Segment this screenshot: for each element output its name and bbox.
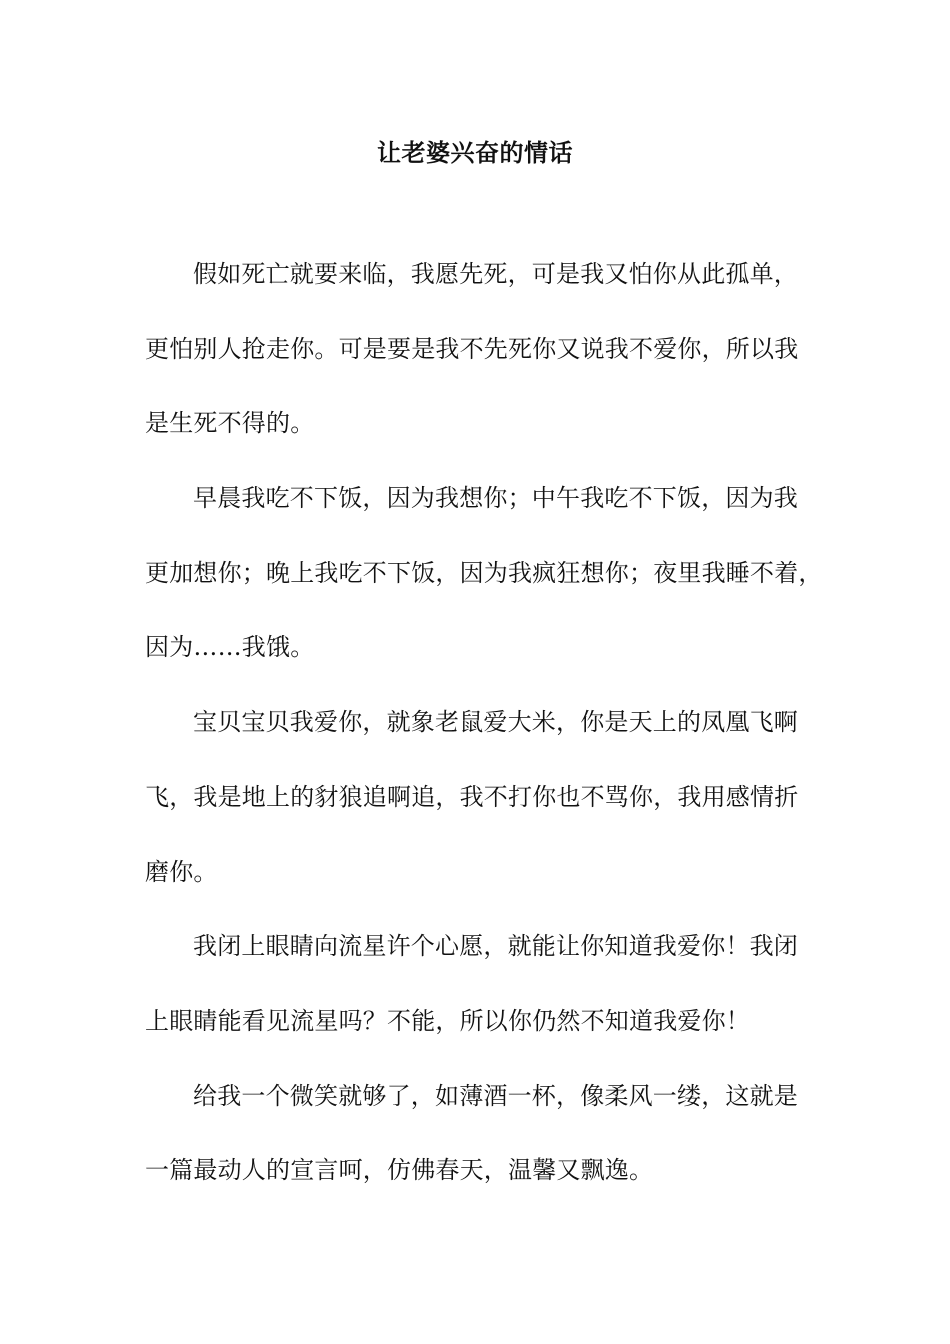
text-line: 上眼睛能看见流星吗？不能，所以你仍然不知道我爱你！ — [145, 1006, 750, 1035]
text-line: 早晨我吃不下饭，因为我想你；中午我吃不下饭，因为我 — [193, 484, 798, 513]
paragraph — [145, 1075, 825, 1224]
text-line: 飞，我是地上的豺狼追啊追，我不打你也不骂你，我用感情折 — [145, 782, 799, 811]
text-line: 给我一个微笑就够了，如薄酒一杯，像柔风一缕，这就是 — [193, 1081, 798, 1110]
text-line: 更怕别人抢走你。可是要是我不先死你又说我不爱你，所以我 — [145, 334, 799, 363]
paragraph — [145, 253, 825, 477]
paragraph — [145, 477, 825, 701]
document-body — [145, 253, 825, 1224]
paragraph — [145, 701, 825, 925]
text-line: 我闭上眼睛向流星许个心愿，就能让你知道我爱你！我闭 — [193, 932, 798, 961]
text-line: 一篇最动人的宣言呵，仿佛春天，温馨又飘逸。 — [145, 1156, 654, 1185]
text-line: 磨你。 — [145, 857, 218, 886]
paragraph — [145, 925, 825, 1074]
text-line: 宝贝宝贝我爱你，就象老鼠爱大米，你是天上的凤凰飞啊 — [193, 708, 798, 737]
text-line: 更加想你；晚上我吃不下饭，因为我疯狂想你；夜里我睡不着， — [145, 558, 823, 587]
text-line: 因为……我饿。 — [145, 633, 315, 662]
text-line: 假如死亡就要来临，我愿先死，可是我又怕你从此孤单， — [193, 260, 798, 288]
document-title: 让老婆兴奋的情话 — [377, 138, 573, 167]
text-line: 是生死不得的。 — [145, 409, 315, 438]
